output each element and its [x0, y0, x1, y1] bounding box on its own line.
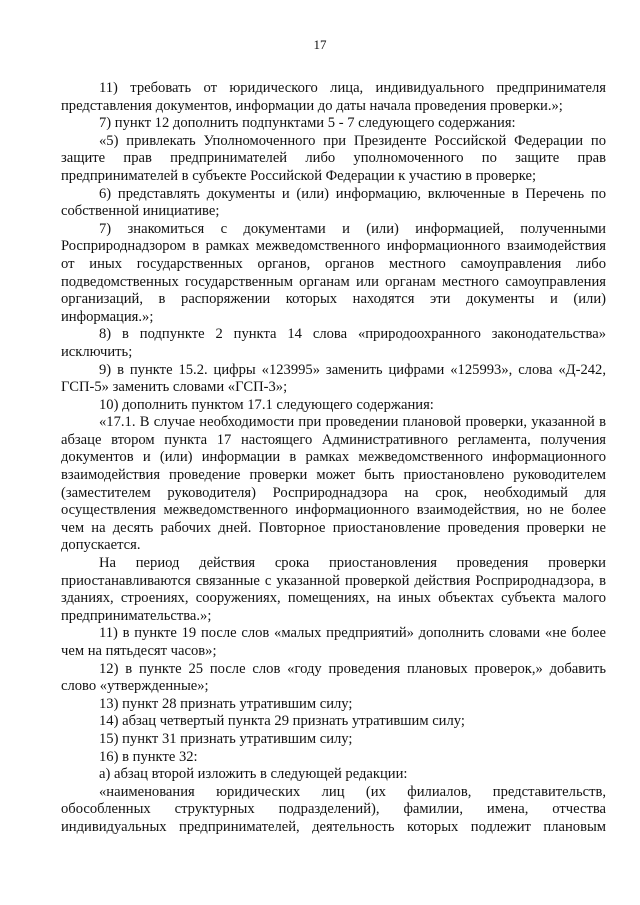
paragraph-point-12: 12) в пункте 25 после слов «году проведения плановых проверок,» добавить слово «утвержденные»;	[61, 660, 606, 695]
paragraph-point-9: 9) в пункте 15.2. цифры «123995» заменить цифрами «125993», слова «Д-242, ГСП-5» заменить словами «ГСП-3»;	[61, 361, 606, 396]
paragraph-point-8: 8) в подпункте 2 пункта 14 слова «природоохранного законодательства» исключить;	[61, 326, 606, 360]
paragraph-point-7: 7) пункт 12 дополнить подпунктами 5 - 7 следующего содержания:	[99, 115, 516, 132]
paragraph-subitem-6: 6) представлять документы и (или) информацию, включенные в Перечень по собственной инициативе;	[61, 185, 606, 220]
paragraph-point-13: 13) пункт 28 признать утратившим силу;	[99, 695, 353, 712]
paragraph-names-list: «наименования юридических лиц (их филиалов, представительств, обособленных структурных подразделений), фамилии, имена, отчества индивидуальных предпринимателей, деятельность которых подлежит плановым	[61, 783, 606, 835]
paragraph-suspension-period: На период действия срока приостановления проведения проверки приостанавливаются связанные с указанной проверкой действия Росприроднадзора, в зданиях, строениях, сооружениях, помещениях, на иных объектах субъекта малого предпринимательства.»;	[61, 555, 606, 624]
paragraph-point-10: 10) дополнить пунктом 17.1 следующего содержания:	[99, 396, 434, 413]
paragraph-point-14: 14) абзац четвертый пункта 29 признать утратившим силу;	[99, 713, 465, 730]
paragraph-subpoint-a: а) абзац второй изложить в следующей редакции:	[99, 766, 408, 783]
paragraph-point-15: 15) пункт 31 признать утратившим силу;	[99, 730, 353, 747]
paragraph-point-16: 16) в пункте 32:	[99, 748, 198, 765]
paragraph-clause-17-1: «17.1. В случае необходимости при проведении плановой проверки, указанной в абзаце втором пункта 17 настоящего Административного регламента, получения документов и (или) информации в рамках межведомственного информационного взаимодействия проведение проверки может быть приостановлено руководителем (заместителем руководителя) Росприроднадзора на срок, необходимый для осуществления межведомственного информационного взаимодействия, но не более чем на десять рабочих дней. Повторное приостановление проведения проверки не допускается.	[61, 414, 606, 554]
paragraph-subitem-5: «5) привлекать Уполномоченного при Президенте Российской Федерации по защите прав предпринимателей либо уполномоченного по защите прав предпринимателей в субъекте Российской Федерации к участию в проверке;	[61, 132, 606, 184]
paragraph-item-11: 11) требовать от юридического лица, индивидуального предпринимателя представления документов, информации до даты начала проведения проверки.»;	[61, 80, 606, 114]
paragraph-subitem-7: 7) знакомиться с документами и (или) информацией, полученными Росприроднадзором в рамках межведомственного информационного взаимодействия от иных государственных органов, органов местного самоуправления либо подведомственных государственным органам или органам местного самоуправления организаций, в распоряжении которых находятся эти документы и (или) информация.»;	[61, 220, 606, 325]
paragraph-point-11: 11) в пункте 19 после слов «малых предприятий» дополнить словами «не более чем на пятьдесят часов»;	[61, 625, 606, 659]
page-number: 17	[313, 37, 327, 52]
